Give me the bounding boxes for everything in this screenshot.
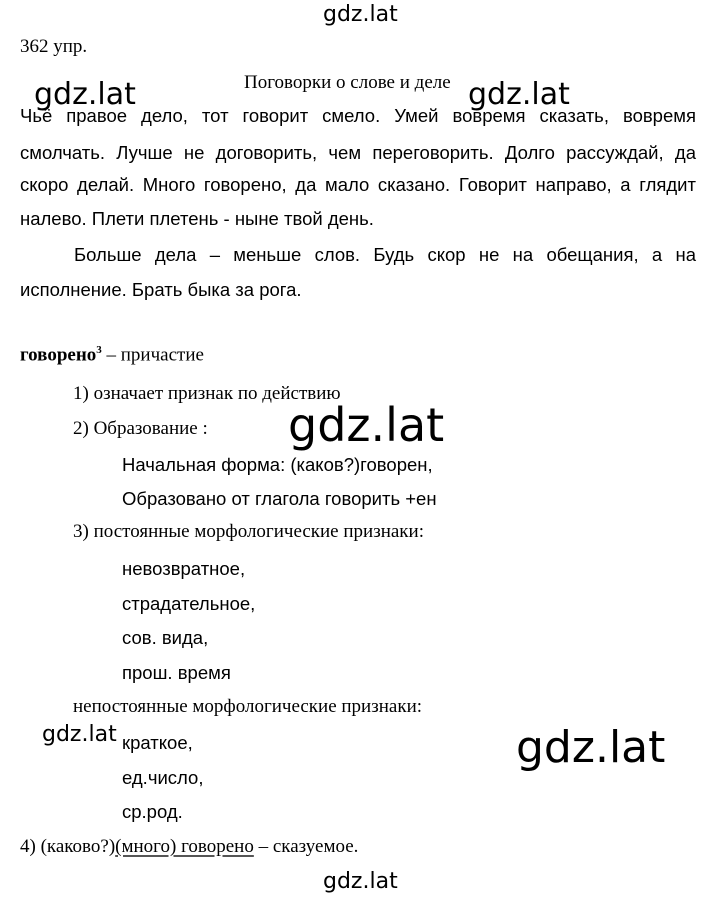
formed-from: Образовано от глагола говорить +ен bbox=[122, 488, 437, 509]
paragraph-line: налево. Плети плетень - ныне твой день. bbox=[20, 208, 374, 229]
constant-feature: страдательное, bbox=[122, 593, 256, 614]
paragraph-line: скоро делай. Много говорено, да мало сказано. Говорит направо, а глядит bbox=[20, 174, 696, 195]
nonconstant-feature: ед.число, bbox=[122, 767, 204, 788]
item4-suffix: – сказуемое. bbox=[253, 836, 359, 857]
paragraph-line: исполнение. Брать быка за рога. bbox=[20, 279, 302, 300]
nonconstant-feature: краткое, bbox=[122, 732, 193, 753]
constant-feature: сов. вида, bbox=[122, 627, 209, 648]
watermark-right-header: gdz.lat bbox=[468, 77, 570, 112]
analysis-item-4 bbox=[20, 836, 358, 858]
superscript-number: 3 bbox=[96, 344, 102, 356]
analyzed-word: говорено bbox=[20, 344, 97, 366]
part-of-speech: – причастие bbox=[106, 344, 204, 366]
item4-prefix: 4) (каково?) bbox=[20, 836, 116, 857]
watermark-center: gdz.lat bbox=[288, 398, 445, 452]
nonconstant-feature: ср.род. bbox=[122, 801, 183, 822]
watermark-right-lower: gdz.lat bbox=[516, 722, 666, 773]
analysis-item-3: 3) постоянные морфологические признаки: bbox=[73, 521, 424, 542]
watermark-left-lower: gdz.lat bbox=[42, 722, 117, 747]
watermark-bottom: gdz.lat bbox=[323, 869, 398, 894]
analysis-heading bbox=[20, 344, 204, 366]
constant-feature: невозвратное, bbox=[122, 558, 246, 579]
constant-feature: прош. время bbox=[122, 662, 231, 683]
watermark-top: gdz.lat bbox=[323, 2, 398, 27]
paragraph-line: смолчать. Лучше не договорить, чем переговорить. Долго рассуждай, да bbox=[20, 142, 696, 163]
paragraph-line: Больше дела – меньше слов. Будь скор не на обещания, а на bbox=[74, 244, 696, 265]
nonconstant-heading: непостоянные морфологические признаки: bbox=[73, 696, 423, 717]
initial-form: Начальная форма: (каков?)говорен, bbox=[122, 454, 433, 475]
item4-underlined: (много) говорено bbox=[115, 836, 254, 857]
watermark-left-header: gdz.lat bbox=[34, 77, 136, 112]
exercise-number: 362 упр. bbox=[20, 36, 88, 57]
analysis-item-1: 1) означает признак по действию bbox=[73, 383, 341, 404]
analysis-item-2: 2) Образование : bbox=[73, 418, 208, 439]
page-title: Поговорки о слове и деле bbox=[244, 72, 451, 93]
paragraph-line: Чьё правое дело, тот говорит смело. Умей вовремя сказать, вовремя bbox=[20, 105, 696, 126]
